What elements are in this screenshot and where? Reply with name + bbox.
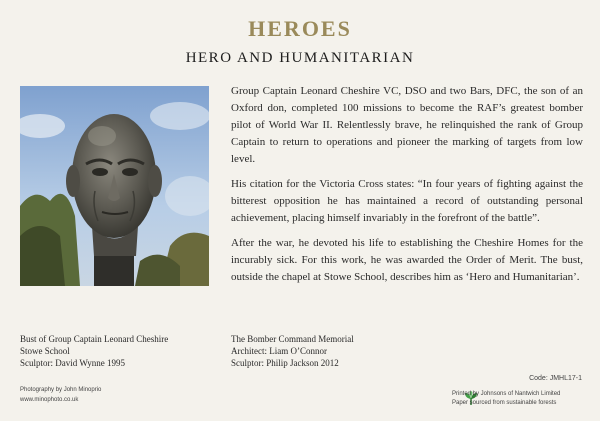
photo-credit [20, 385, 101, 405]
page-title: HEROES [248, 16, 352, 41]
paragraph-3: After the war, he devoted his life to establishing the Cheshire Homes for the incurably sick. For this work, he was awarded the Order of Merit. The bust, outside the chapel at Stowe School, describes him as ‘Hero and Humanitarian’. [231, 237, 583, 283]
printer-line-1: Printed by Johnsons of Nantwich Limited [452, 391, 561, 397]
website-link[interactable]: www.minophoto.co.uk [20, 397, 79, 403]
caption-memorial [231, 333, 354, 369]
bust-photo [20, 86, 209, 286]
paragraph-2: His citation for the Victoria Cross states: “In four years of fighting against the bitterest opposition he has maintained a record of outstanding personal achievement, placing himself invariably in the forefront of the battle”. [231, 178, 583, 224]
caption-bust-line-2: Stowe School [20, 346, 70, 356]
caption-memorial-line-1: The Bomber Command Memorial [231, 334, 354, 344]
product-code: Code: JMHL17-1 [529, 375, 582, 382]
printer-credit [452, 390, 582, 408]
paragraph-1: Group Captain Leonard Cheshire VC, DSO and two Bars, DFC, the son of an Oxford don, completed 100 missions to become the RAF’s greatest bomber pilot of World War II. Relentlessly brave, he relinquished the rank of Group Captain to return to operations and pioneer the marking of targets from low level. [231, 85, 583, 165]
printer-line-2: Paper sourced from sustainable forests [452, 400, 557, 406]
caption-bust-line-1: Bust of Group Captain Leonard Cheshire [20, 334, 169, 344]
page-subtitle: HERO AND HUMANITARIAN [185, 50, 415, 66]
caption-bust-line-3: Sculptor: David Wynne 1995 [20, 358, 126, 368]
caption-memorial-line-3: Sculptor: Philip Jackson 2012 [231, 358, 339, 368]
caption-bust [20, 333, 168, 369]
body-text [231, 83, 583, 294]
photographer: Photography by John Minoprio [20, 387, 102, 393]
bust-photo-image [20, 86, 209, 286]
caption-memorial-line-2: Architect: Liam O’Connor [231, 346, 327, 356]
